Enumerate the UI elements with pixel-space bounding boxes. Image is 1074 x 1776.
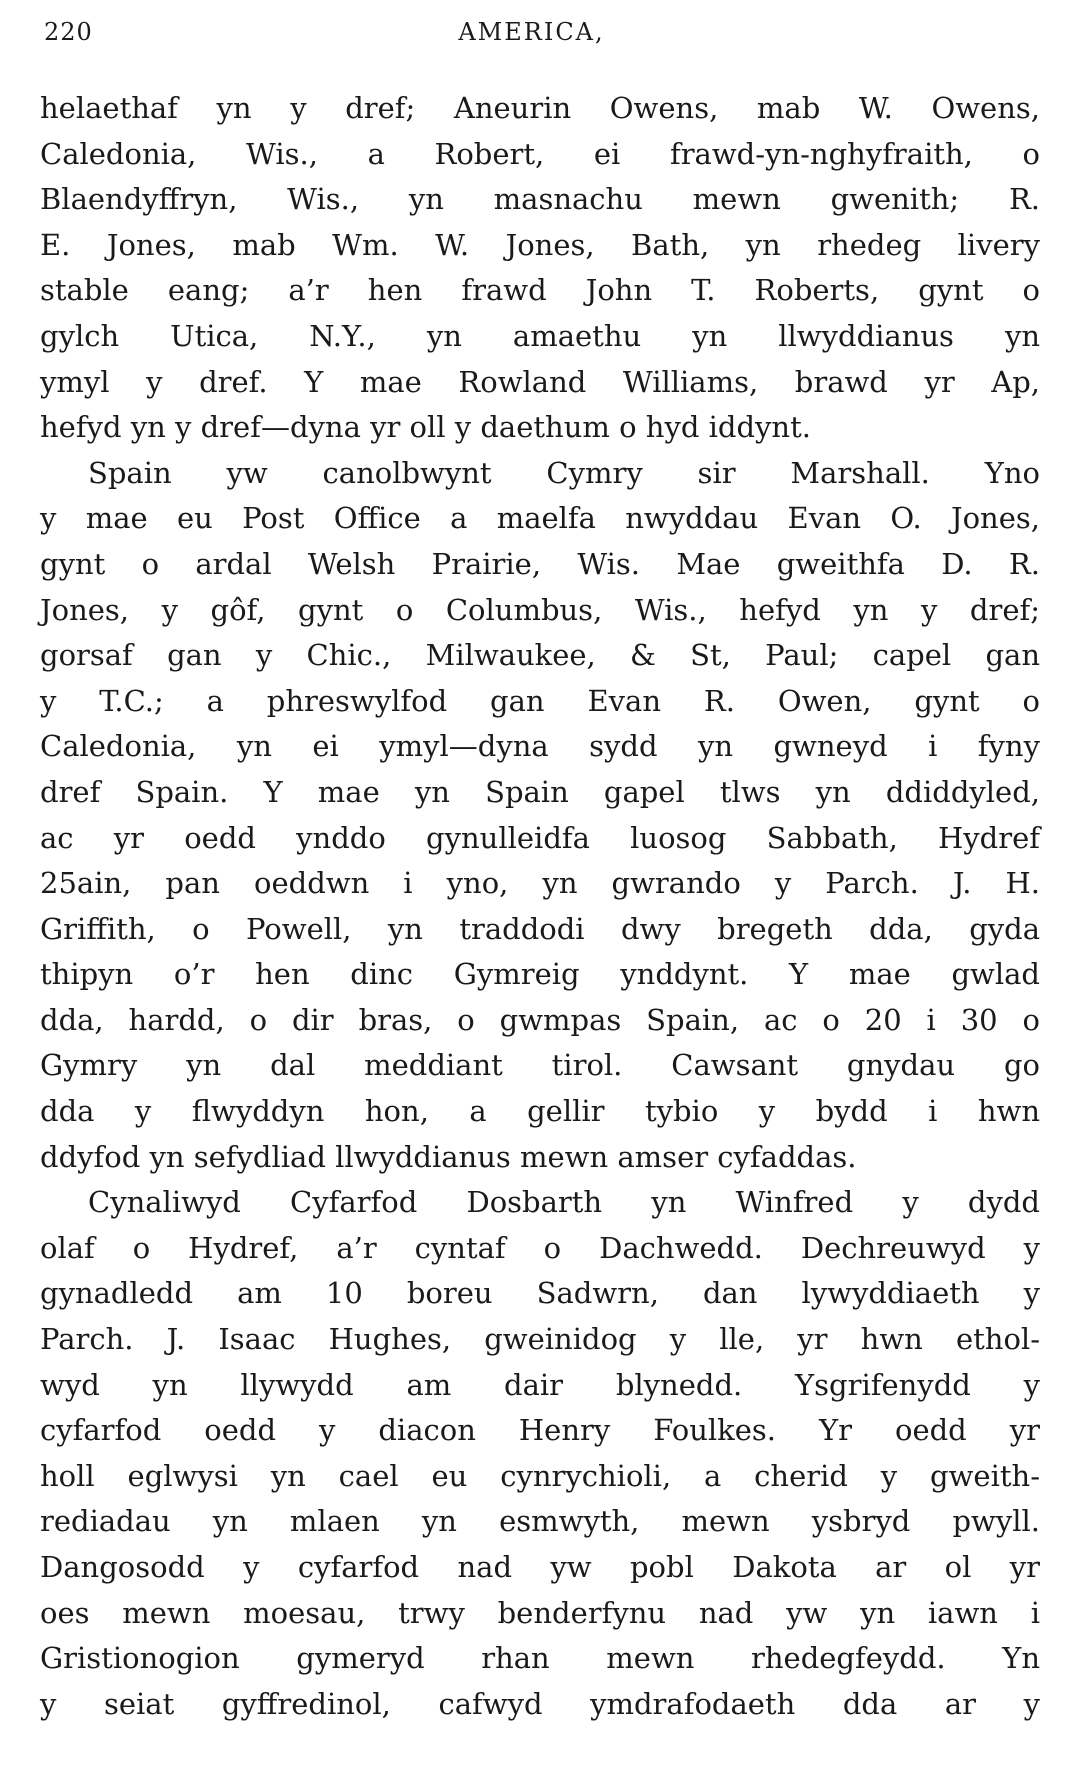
text-line: E. Jones, mab Wm. W. Jones, Bath, yn rhedeg livery	[40, 227, 1040, 262]
text-line: rediadau yn mlaen yn esmwyth, mewn ysbryd pwyll.	[40, 1504, 1040, 1539]
running-head	[44, 18, 1019, 58]
text-line: Caledonia, yn ei ymyl—dyna sydd yn gwneyd i fyny	[40, 729, 1040, 764]
text-line: cyfarfod oedd y diacon Henry Foulkes. Yr oedd yr	[40, 1413, 1040, 1448]
text-line: y T.C.; a phreswylfod gan Evan R. Owen, gynt o	[40, 683, 1040, 718]
text-line: y seiat gyffredinol, cafwyd ymdrafodaeth dda ar y	[40, 1686, 1040, 1721]
paragraph-start-line: Cynaliwyd Cyfarfod Dosbarth yn Winfred y dydd	[88, 1185, 1040, 1220]
text-line: Gymry yn dal meddiant tirol. Cawsant gnydau go	[40, 1048, 1040, 1083]
text-line: gynadledd am 10 boreu Sadwrn, dan lywyddiaeth y	[40, 1276, 1040, 1311]
text-line: helaethaf yn y dref; Aneurin Owens, mab W. Owens,	[40, 91, 1040, 125]
text-line: olaf o Hydref, a’r cyntaf o Dachwedd. Dechreuwyd y	[40, 1230, 1040, 1265]
running-title: AMERICA,	[458, 18, 605, 46]
text-line: 25ain, pan oeddwn i yno, yn gwrando y Parch. J. H.	[40, 866, 1040, 901]
text-line: holl eglwysi yn cael eu cynrychioli, a cherid y gweith-	[40, 1458, 1040, 1493]
paragraph-end-line: ddyfod yn sefydliad llwyddianus mewn amser cyfaddas.	[40, 1139, 857, 1174]
text-line: Caledonia, Wis., a Robert, ei frawd-yn-nghyfraith, o	[40, 136, 1040, 171]
text-line: Jones, y gôf, gynt o Columbus, Wis., hefyd yn y dref;	[40, 592, 1040, 627]
text-line: gynt o ardal Welsh Prairie, Wis. Mae gweithfa D. R.	[40, 546, 1040, 581]
text-line: Blaendyffryn, Wis., yn masnachu mewn gwenith; R.	[40, 182, 1040, 217]
text-line: stable eang; a’r hen frawd John T. Roberts, gynt o	[40, 273, 1040, 308]
page-number: 220	[44, 18, 93, 46]
text-line: ac yr oedd ynddo gynulleidfa luosog Sabbath, Hydref	[40, 820, 1040, 855]
text-line: wyd yn llywydd am dair blynedd. Ysgrifenydd y	[40, 1367, 1040, 1402]
text-line: Griffith, o Powell, yn traddodi dwy bregeth dda, gyda	[40, 911, 1040, 946]
text-line: Dangosodd y cyfarfod nad yw pobl Dakota ar ol yr	[40, 1550, 1040, 1584]
text-line: dref Spain. Y mae yn Spain gapel tlws yn ddiddyled,	[40, 774, 1040, 809]
text-line: Parch. J. Isaac Hughes, gweinidog y lle, yr hwn ethol-	[40, 1322, 1040, 1357]
body-text	[40, 86, 1040, 1727]
text-line: y mae eu Post Office a maelfa nwyddau Evan O. Jones,	[40, 501, 1040, 536]
text-line: gylch Utica, N.Y., yn amaethu yn llwyddianus yn	[40, 318, 1040, 353]
text-line: Gristionogion gymeryd rhan mewn rhedegfeydd. Yn	[40, 1641, 1040, 1676]
text-line: thipyn o’r hen dinc Gymreig ynddynt. Y mae gwlad	[40, 957, 1040, 992]
text-line: oes mewn moesau, trwy benderfynu nad yw yn iawn i	[40, 1595, 1040, 1630]
paragraph-end-line: hefyd yn y dref—dyna yr oll y daethum o hyd iddynt.	[40, 410, 811, 445]
text-line: ymyl y dref. Y mae Rowland Williams, brawd yr Ap,	[40, 364, 1040, 399]
text-line: dda y flwyddyn hon, a gellir tybio y bydd i hwn	[40, 1094, 1040, 1129]
text-line: gorsaf gan y Chic., Milwaukee, & St, Paul; capel gan	[40, 638, 1040, 673]
text-line: dda, hardd, o dir bras, o gwmpas Spain, ac o 20 i 30 o	[40, 1002, 1040, 1037]
paragraph-start-line: Spain yw canolbwynt Cymry sir Marshall. Yno	[88, 455, 1040, 490]
